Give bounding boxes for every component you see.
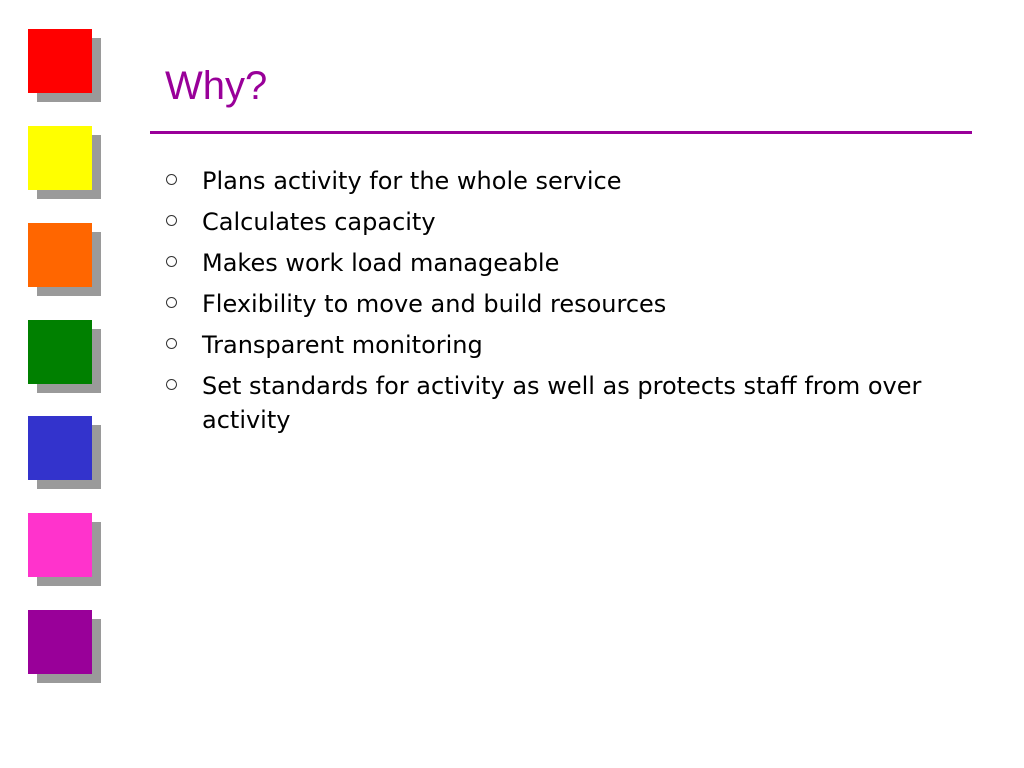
orange-square [28,223,92,287]
hollow-circle-bullet-icon [166,215,177,226]
pink-square [28,513,92,577]
decorative-square-strip [0,0,120,768]
yellow-square [28,126,92,190]
hollow-circle-bullet-icon [166,338,177,349]
bullet-text: Calculates capacity [202,208,436,236]
bullet-text: Transparent monitoring [202,331,483,359]
purple-square [28,610,92,674]
green-square [28,320,92,384]
bullet-item [162,164,962,198]
bullet-text: Set standards for activity as well as protects staff from over activity [202,372,922,434]
bullet-item [162,328,962,362]
bullet-item [162,205,962,239]
blue-square [28,416,92,480]
bullet-list [162,164,962,444]
bullet-item [162,369,962,437]
hollow-circle-bullet-icon [166,379,177,390]
hollow-circle-bullet-icon [166,256,177,267]
red-square [28,29,92,93]
bullet-text: Makes work load manageable [202,249,560,277]
slide-title: Why? [165,64,268,108]
bullet-item [162,287,962,321]
bullet-item [162,246,962,280]
hollow-circle-bullet-icon [166,297,177,308]
title-underline-rule [150,131,972,134]
bullet-text: Plans activity for the whole service [202,167,622,195]
bullet-text: Flexibility to move and build resources [202,290,667,318]
hollow-circle-bullet-icon [166,174,177,185]
